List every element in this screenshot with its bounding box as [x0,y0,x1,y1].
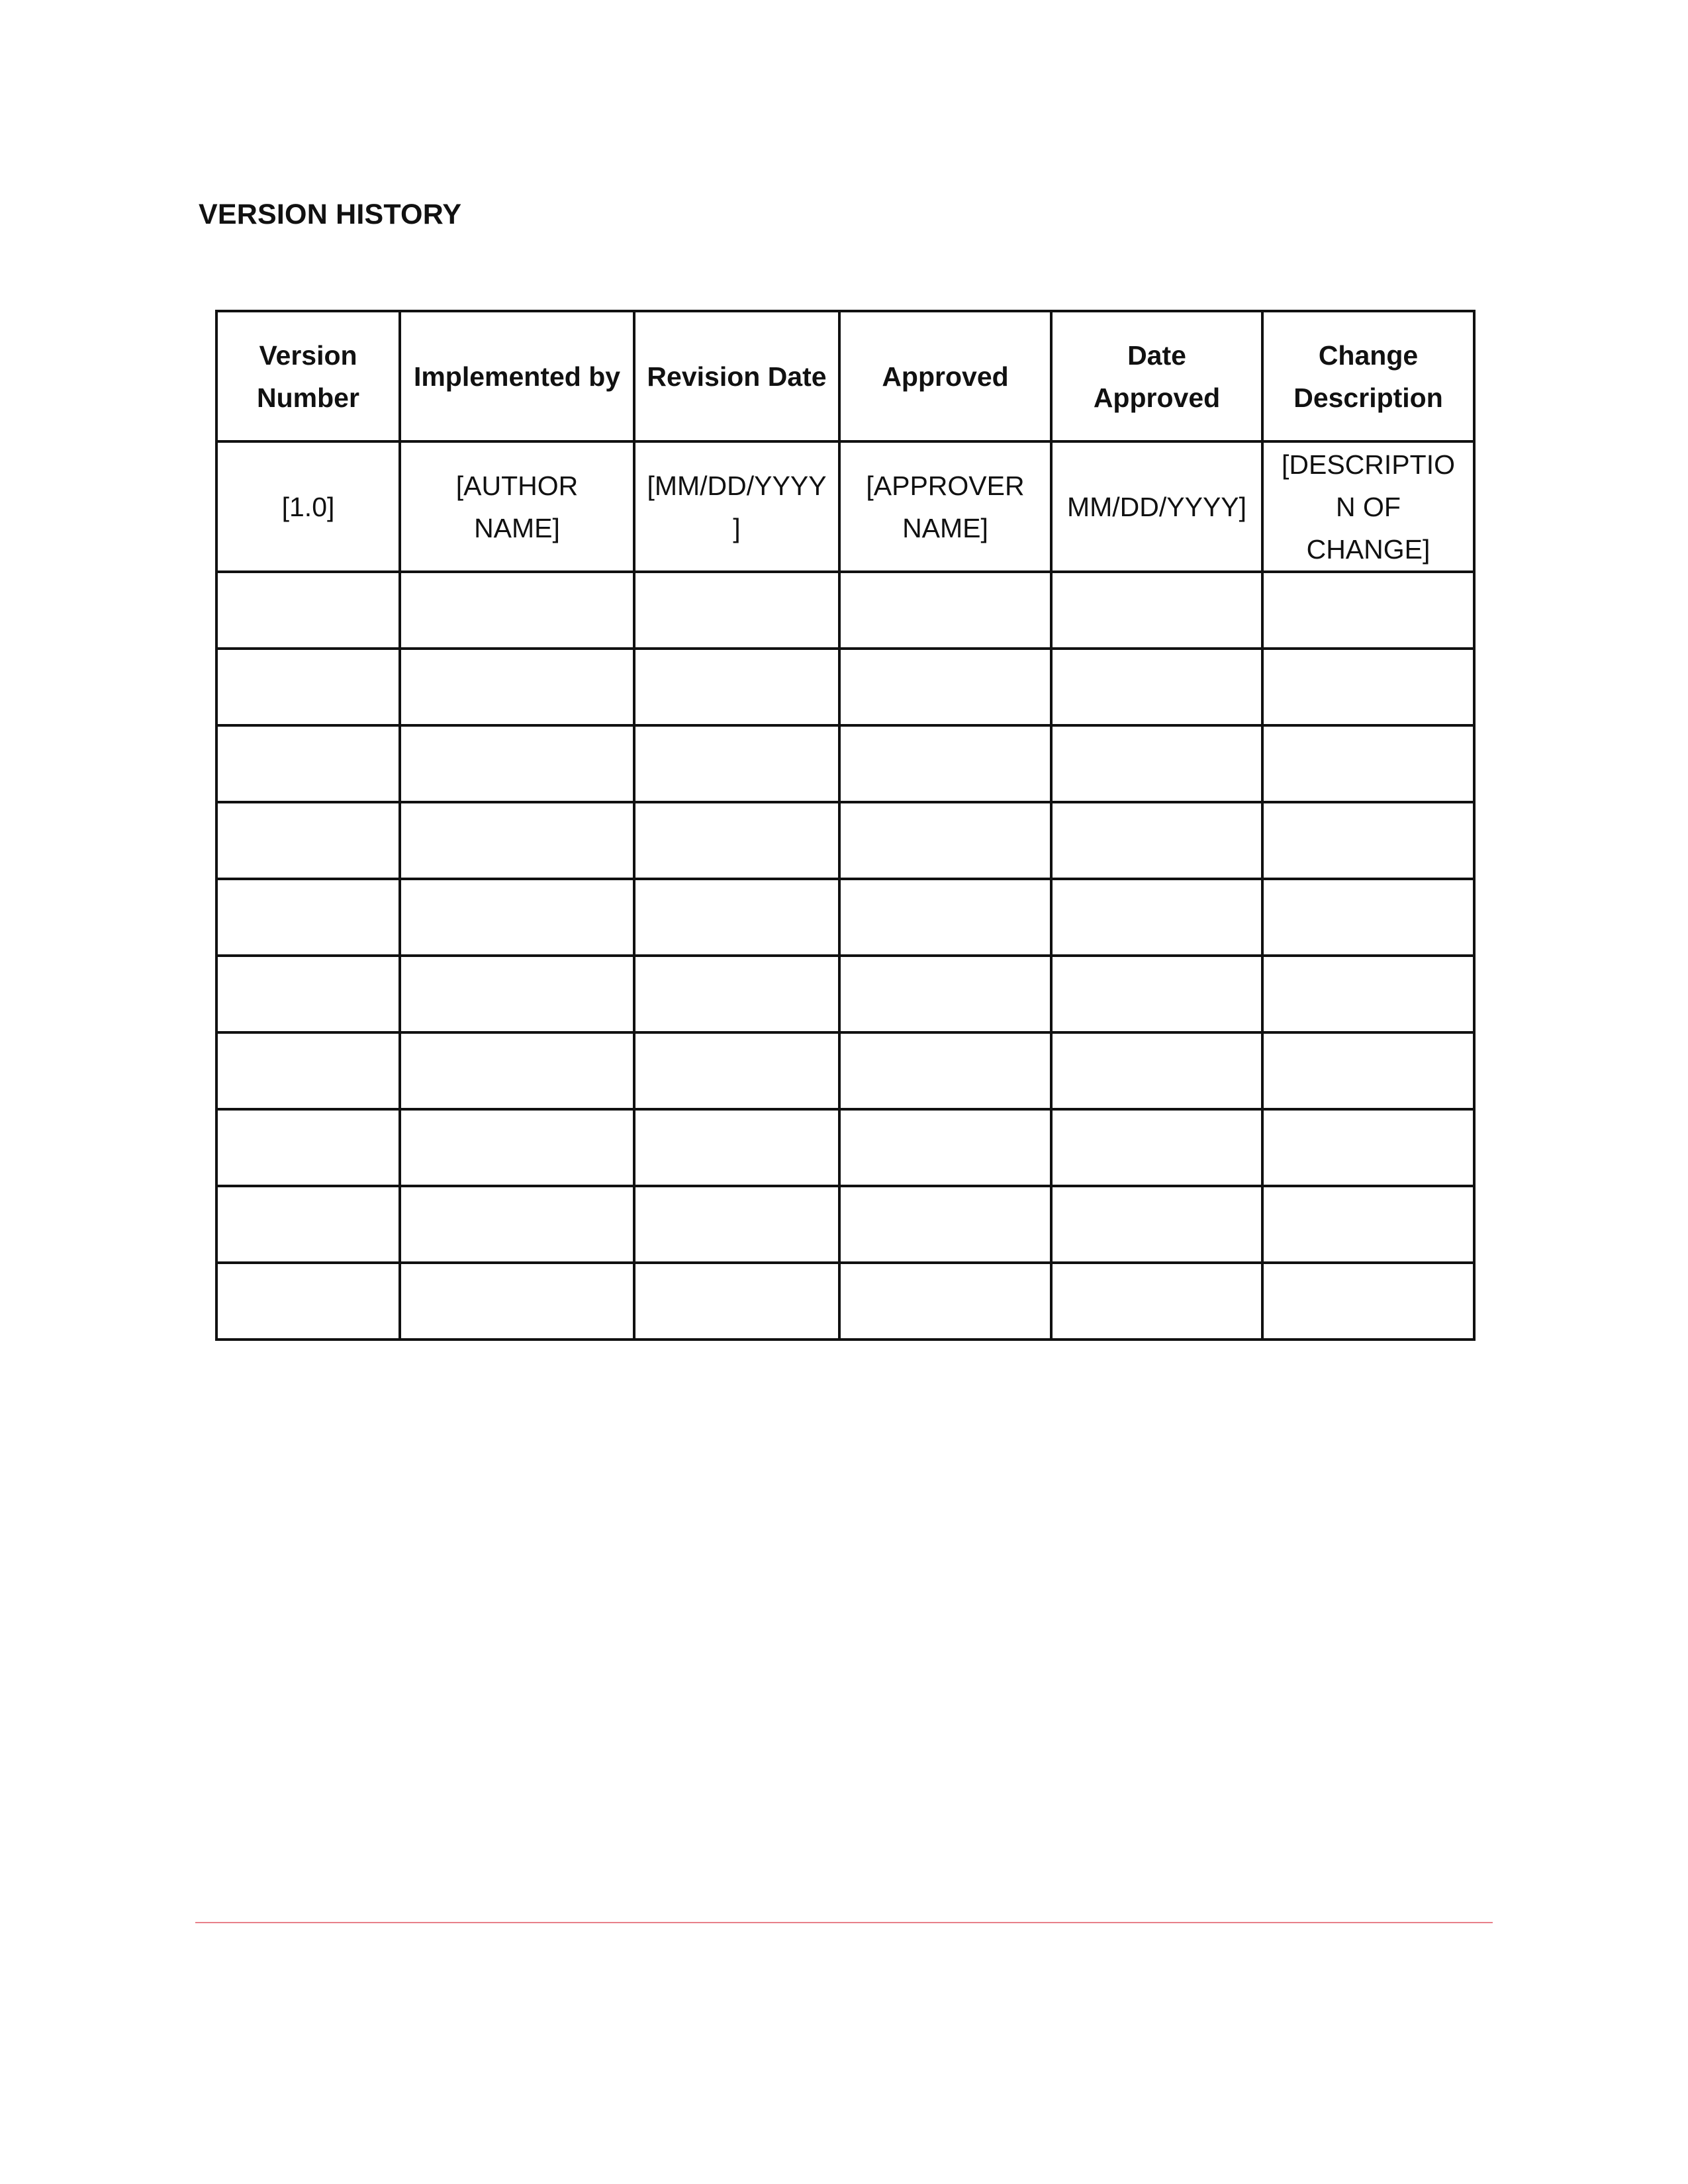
empty-cell[interactable] [839,649,1051,725]
header-implemented-by: Implemented by [400,311,634,441]
empty-cell[interactable] [400,725,634,802]
empty-cell[interactable] [839,956,1051,1032]
header-revision-date: Revision Date [634,311,839,441]
cell-version-number[interactable]: [1.0] [216,441,400,572]
empty-cell[interactable] [839,572,1051,649]
empty-cell[interactable] [1051,879,1262,956]
empty-cell[interactable] [634,1186,839,1263]
empty-cell[interactable] [400,879,634,956]
empty-cell[interactable] [400,802,634,879]
cell-change-description[interactable]: [DESCRIPTION OF CHANGE] [1262,441,1474,572]
cell-approved[interactable]: [APPROVER NAME] [839,441,1051,572]
table-row-empty [216,1032,1474,1109]
empty-cell[interactable] [634,956,839,1032]
empty-cell[interactable] [400,956,634,1032]
empty-cell[interactable] [1262,1109,1474,1186]
empty-cell[interactable] [634,725,839,802]
empty-cell[interactable] [634,1109,839,1186]
cell-implemented-by[interactable]: [AUTHOR NAME] [400,441,634,572]
header-version-number: Version Number [216,311,400,441]
empty-cell[interactable] [216,1032,400,1109]
empty-cell[interactable] [1262,572,1474,649]
empty-cell[interactable] [216,879,400,956]
empty-cell[interactable] [839,802,1051,879]
empty-cell[interactable] [1051,956,1262,1032]
empty-cell[interactable] [634,572,839,649]
empty-cell[interactable] [1051,572,1262,649]
empty-cell[interactable] [400,649,634,725]
cell-date-approved[interactable]: MM/DD/YYYY] [1051,441,1262,572]
empty-cell[interactable] [839,1263,1051,1340]
empty-cell[interactable] [1262,879,1474,956]
header-date-approved: Date Approved [1051,311,1262,441]
table-row [216,441,1474,572]
empty-cell[interactable] [1262,1263,1474,1340]
table-row-empty [216,802,1474,879]
empty-cell[interactable] [216,956,400,1032]
empty-cell[interactable] [216,649,400,725]
version-history-table [215,310,1476,1341]
table-row-empty [216,1263,1474,1340]
empty-cell[interactable] [400,1032,634,1109]
empty-cell[interactable] [1262,649,1474,725]
page-title: VERSION HISTORY [199,199,462,230]
empty-cell[interactable] [1262,725,1474,802]
cell-revision-date[interactable]: [MM/DD/YYYY] [634,441,839,572]
empty-cell[interactable] [1262,1186,1474,1263]
table-row-empty [216,1109,1474,1186]
empty-cell[interactable] [1051,649,1262,725]
empty-cell[interactable] [1051,1186,1262,1263]
empty-cell[interactable] [1051,1263,1262,1340]
empty-cell[interactable] [216,802,400,879]
empty-cell[interactable] [216,1109,400,1186]
table-row-empty [216,572,1474,649]
empty-cell[interactable] [216,725,400,802]
empty-cell[interactable] [216,1186,400,1263]
header-change-description: Change Description [1262,311,1474,441]
empty-cell[interactable] [400,1263,634,1340]
empty-cell[interactable] [400,1109,634,1186]
empty-cell[interactable] [634,879,839,956]
empty-cell[interactable] [1051,1032,1262,1109]
empty-cell[interactable] [634,802,839,879]
empty-cell[interactable] [839,725,1051,802]
header-row [216,311,1474,441]
empty-cell[interactable] [216,1263,400,1340]
empty-cell[interactable] [1262,956,1474,1032]
empty-cell[interactable] [216,572,400,649]
empty-cell[interactable] [839,879,1051,956]
table-row-empty [216,956,1474,1032]
footer-divider [195,1922,1493,1923]
table-row-empty [216,725,1474,802]
empty-cell[interactable] [400,572,634,649]
empty-cell[interactable] [634,1263,839,1340]
empty-cell[interactable] [1051,725,1262,802]
empty-cell[interactable] [839,1032,1051,1109]
empty-cell[interactable] [634,649,839,725]
empty-cell[interactable] [839,1109,1051,1186]
empty-cell[interactable] [1051,802,1262,879]
empty-cell[interactable] [1262,802,1474,879]
empty-cell[interactable] [634,1032,839,1109]
table-row-empty [216,649,1474,725]
empty-cell[interactable] [1262,1032,1474,1109]
header-approved: Approved [839,311,1051,441]
empty-cell[interactable] [1051,1109,1262,1186]
table-row-empty [216,879,1474,956]
table-row-empty [216,1186,1474,1263]
empty-cell[interactable] [839,1186,1051,1263]
empty-cell[interactable] [400,1186,634,1263]
